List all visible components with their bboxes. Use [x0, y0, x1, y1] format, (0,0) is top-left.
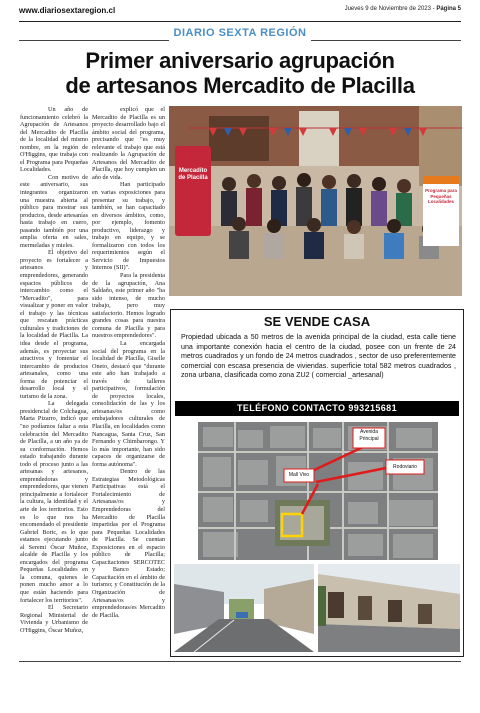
header-rule [19, 21, 461, 22]
ad-description: Propiedad ubicada a 50 metros de la avenida principal de la ciudad, esta calle tiene una importante conexión hacia el centro de la ciudad, posee con un frente de 24 metros cuadrados y un fondo de 24 metros cuadrados , sector de uso preferentemente comercial con escasa presencia de viviendas. superficie total 582 metros cuadrados , zona urbana, clasificada como zona ZU2 ( comercial _artesanal) [181, 333, 456, 380]
site-url[interactable]: www.diariosextaregion.cl [19, 6, 116, 15]
page-number: Página 5 [436, 6, 461, 12]
paragraph: Dentro de las Estrategias Metodológicas Participativas está el Fortalecimiento de Artesanas/os y Emprendedoras del Mercadito de Placilla impartidas por el Programa para Pequeñas Localidades de Placilla. Se cuentan Exposiciones en el espacio público de Placilla; Capacitaciones SERCOTEC y Banco Estado; Capacitación en el ámbito de turismo; y Constitución de la Organización de Artesanas/os y emprendedoras/es Mercadito de Placilla. [92, 468, 165, 619]
article-column-1 [20, 106, 88, 634]
house-for-sale-ad [170, 309, 464, 657]
article-column-2 [92, 106, 165, 619]
page-header [0, 0, 480, 46]
paragraph: Han participado en varias exposiciones para presentar su trabajo, y también, se han capacitado en diversos ámbitos, como, por ejemplo, fomento productivo, liderazgo y trabajo en equipo, y se formalizaron con todos los requerimientos según el Servicio de Impuestos Internos (SII)". [92, 181, 165, 272]
page-bottom-rule [19, 661, 461, 662]
paragraph: El objetivo del proyecto es fortalecer a artesanos y emprendedores, generando espacios públicos de intercambio como el "Mercadito", para visualizar y poner en valor el trabajo y las técnicas que rescatan prácticas culturales y tradiciones de la localidad de Placilla. La idea desde el programa, además, es proyectar sus atractivos y fomentar el intercambio de productos artesanales, como una forma de potenciar el desarrollo local y el turismo de la zona. [20, 249, 88, 400]
street-photo-2 [318, 564, 460, 652]
contact-phone[interactable]: TELÉFONO CONTACTO 993215681 [175, 401, 459, 416]
map-label-rodoviario: Rodoviario [393, 464, 417, 470]
map-label-mall: Mall Vivo [288, 472, 310, 478]
article-title: Primer aniversario agrupación de artesanos Mercadito de Placilla [65, 48, 415, 98]
paragraph: Un año de funcionamiento celebró la Agrupación de Artesanos del Mercadito de Placilla de la localidad del mismo nombre, en la región de O'Higgins, que trabaja con el Programa para Pequeñas Localidades. [20, 106, 88, 174]
brand-rule-right [311, 40, 461, 41]
paragraph: Con motivo de este aniversario, sus integrantes organizaron una muestra abierta al público para mostrar sus productos, desde artesanías hasta trabajo en cuero, pasando también por una amplia oferta en sales, mermeladas y mieles. [20, 173, 88, 249]
map-label-avenida: Avenida Principal [359, 429, 379, 442]
paragraph: Para la presidenta de la agrupación, Ana Saldaño, este primer año "ha sido intenso, de mucho trabajo, pero muy satisfactorio. Hemos logrado grandes cosas para nuestra comuna de Placilla y para nuestros emprendedores". [92, 272, 165, 340]
newspaper-brand: DIARIO SEXTA REGIÓN [173, 27, 307, 39]
brand-rule-left [19, 40, 169, 41]
group-photo [169, 106, 462, 296]
paragraph: El Secretario Regional Ministerial de Vivienda y Urbanismo de O'Higgins, Óscar Muñoz, [20, 604, 88, 634]
aerial-map [198, 422, 438, 560]
banner-text: Mercadito de Placilla [178, 168, 208, 181]
program-logo: Programa para Pequeñas Localidades [425, 188, 457, 204]
paragraph: explicó que el Mercadito de Placilla es un proyecto desarrollado bajo el ámbito social del programa, precisando que "es muy relevante el trabajo que está realizando la Agrupación de Artesanos del Mercadito de Placilla, que hoy cumplen un año de vida. [92, 106, 165, 181]
paragraph: La delegada presidencial de Colchagua, Marta Pizarro, indicó que "no podíamos faltar a esta celebración del Mercadito de Placilla, a un año ya de su conformación. Hemos estado trabajando durante todo el proceso junto a las artesanas y artesanos, emprendedoras y emprendedores, que vienen principalmente a fortalecer la cultura, la identidad y el arte de los territorios. Esto es lo que nos ha encomendado el presidente Gabriel Boric, es lo que estamos ejecutando junto al Seremi Óscar Muñoz, alcalde de Placilla y los encargados del programa Pequeñas Localidades en la comuna, quienes le ponen mucho amor a lo que están haciendo para fortalecer los territorios". [20, 400, 88, 604]
ad-title: SE VENDE CASA [263, 314, 371, 329]
paragraph: La encargada social del programa en la localidad de Placilla, Giselle Oneto, destacó que "durante este año han trabajado a través de talleres participativos, formulación de proyectos locales, consolidación de las y los artesanas/os como embajadores culturales de Placilla, en localidades como Nancagua, Santa Cruz, San Fernando y Chimbarongo. Y lo más importante, han sido capaces de organizarse de forma autónoma". [92, 339, 165, 468]
issue-date: Jueves 9 de Noviembre de 2023 - Página 5 [344, 6, 461, 12]
street-photo-1 [174, 564, 314, 652]
